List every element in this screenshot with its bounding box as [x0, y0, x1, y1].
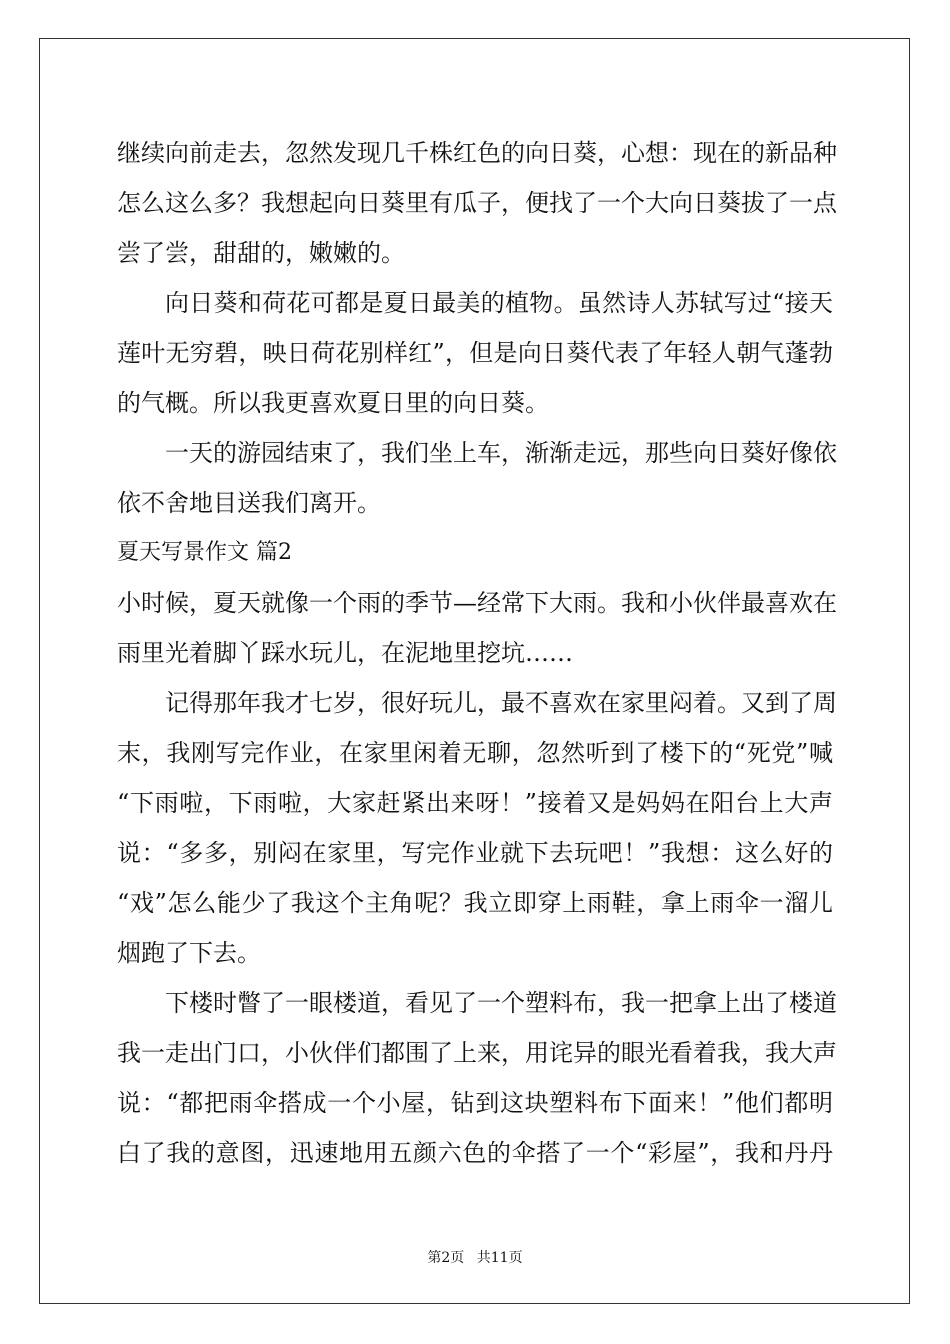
page-number: 第2页: [427, 1250, 465, 1266]
paragraph-start-line: 向日葵和荷花可都是夏日最美的植物。虽然诗人苏轼写过“接天: [165, 289, 833, 317]
section-heading: 夏天写景作文 篇2: [117, 540, 292, 565]
text-line: 说：“都把雨伞搭成一个小屋，钻到这块塑料布下面来！”他们都明: [117, 1089, 833, 1117]
text-line: 白了我的意图，迅速地用五颜六色的伞搭了一个“彩屋”，我和丹丹: [117, 1139, 833, 1167]
text-line: 尝了尝，甜甜的，嫩嫩的。: [117, 239, 405, 267]
text-line: “戏”怎么能少了我这个主角呢？我立即穿上雨鞋，拿上雨伞一溜儿: [117, 889, 833, 917]
text-line: 末，我刚写完作业，在家里闲着无聊，忽然听到了楼下的“死党”喊: [117, 739, 833, 767]
text-line: 继续向前走去，忽然发现几千株红色的向日葵，心想：现在的新品种: [117, 139, 837, 167]
paragraph-start-line: 下楼时瞥了一眼楼道，看见了一个塑料布，我一把拿上出了楼道: [165, 989, 837, 1017]
text-line: 莲叶无穷碧，映日荷花别样红”，但是向日葵代表了年轻人朝气蓬勃: [117, 339, 833, 367]
page-footer: [0, 1247, 950, 1267]
text-line: 怎么这么多？我想起向日葵里有瓜子，便找了一个大向日葵拔了一点: [117, 189, 837, 217]
text-line: 我一走出门口，小伙伴们都围了上来，用诧异的眼光看着我，我大声: [117, 1039, 837, 1067]
text-line: 说：“多多，别闷在家里，写完作业就下去玩吧！”我想：这么好的: [117, 839, 833, 867]
text-line: 的气概。所以我更喜欢夏日里的向日葵。: [117, 389, 549, 417]
text-line: 小时候，夏天就像一个雨的季节—经常下大雨。我和小伙伴最喜欢在: [117, 589, 837, 617]
document-body: [117, 128, 837, 1178]
paragraph-start-line: 一天的游园结束了，我们坐上车，渐渐走远，那些向日葵好像依: [165, 439, 837, 467]
text-line: 雨里光着脚丫踩水玩儿，在泥地里挖坑……: [117, 639, 573, 667]
text-line: 依不舍地目送我们离开。: [117, 489, 381, 517]
text-line: 烟跑了下去。: [117, 939, 261, 967]
paragraph-start-line: 记得那年我才七岁，很好玩儿，最不喜欢在家里闷着。又到了周: [165, 689, 837, 717]
text-line: “下雨啦，下雨啦，大家赶紧出来呀！”接着又是妈妈在阳台上大声: [117, 789, 833, 817]
total-pages: 共11页: [476, 1250, 523, 1266]
